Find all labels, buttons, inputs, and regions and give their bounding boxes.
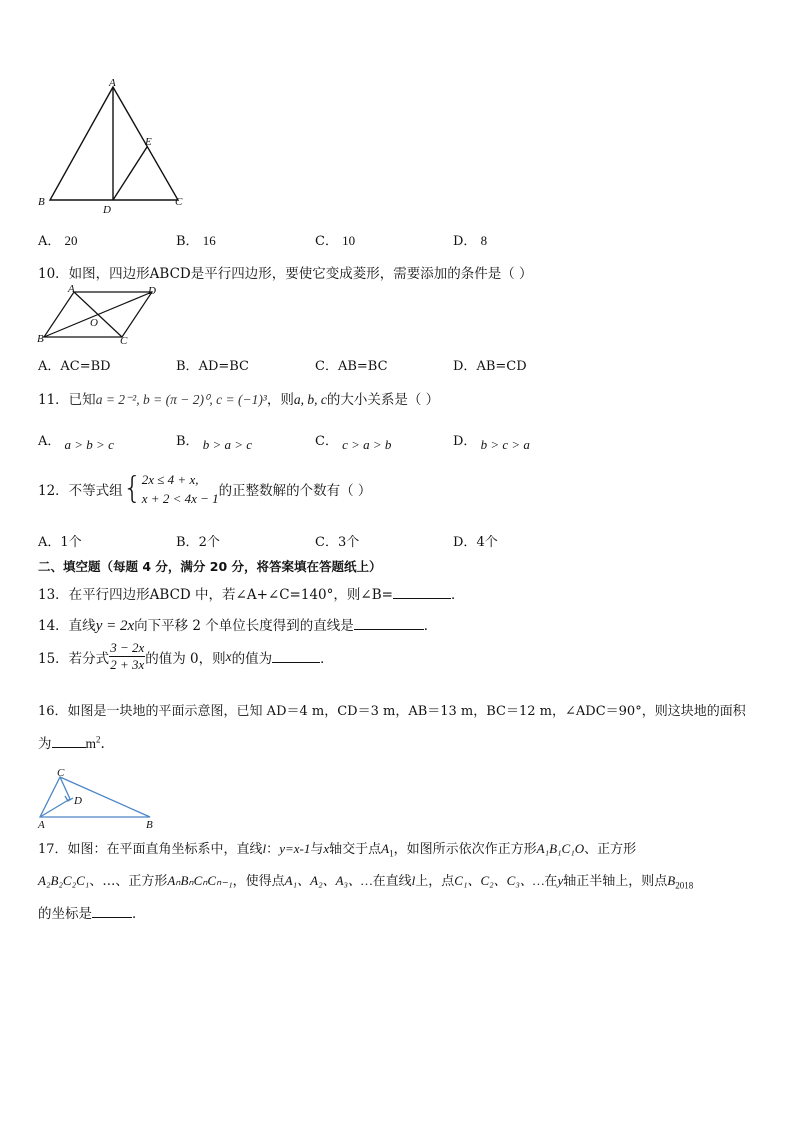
q9-option-c[interactable] [315,230,355,249]
q14-suffix: 向下平移 2 个单位长度得到的直线是 [134,618,354,634]
option-text: 2个 [198,535,220,550]
q11-option-c[interactable] [315,430,392,452]
option-letter: D． [453,535,477,550]
q11-mid: ，则 [266,392,294,408]
option-letter: A． [38,234,61,249]
option-text: AD=BC [198,359,250,374]
fraction [109,640,145,673]
option-letter: B． [176,535,199,550]
q9-option-a[interactable] [38,230,78,249]
inequality-1: 2x ≤ 4 + x, [141,472,199,487]
q10-option-c[interactable] [315,355,388,374]
option-text: 16 [202,233,216,248]
q17-text: 在 [544,874,558,889]
section-title: 二、填空题（每题 4 分，满分 20 分，将答案填在答题纸上） [38,559,382,574]
q14-expression: y = 2x [95,618,135,634]
label-a: A [68,283,75,295]
q16-unit-sup: 2 [96,734,101,745]
q17-text: 、正方形 [584,842,637,857]
answer-blank[interactable] [92,905,132,918]
label-b: B [38,196,45,208]
q17-text: ： [266,842,280,857]
option-letter: A． [38,359,61,374]
q16-prefix: 为 [38,736,52,752]
q17-square-n: AₙBₙCₙCₙ₋₁ [167,873,233,888]
q17-square-1: A₁B₁C₁O [536,841,585,856]
q17-line1 [38,838,636,859]
q16-line2 [38,732,105,752]
option-text: c > a > b [342,437,392,452]
q17-point-b: B [667,873,676,888]
q17-text: 上，点 [415,874,455,889]
q10-option-b[interactable] [176,355,249,374]
q12-suffix: 的正整数解的个数有（ ） [218,483,372,499]
q17-text: ，如图所示依次作正方形 [393,842,537,857]
label-b: B [37,333,44,345]
q11-option-a[interactable] [38,430,114,452]
q17-points-a: A₁、A₂、A₃、… [284,873,373,888]
q12-option-b[interactable] [176,531,220,550]
q14-text [38,614,437,635]
option-letter: A． [38,535,61,550]
q17-text: 、…、正方形 [89,874,168,889]
brace: { [122,471,142,506]
q17-square-2: A₂B₂C₂C₁ [38,873,90,888]
label-c: C [175,196,183,208]
option-text: AB=BC [337,359,388,374]
q11-text [38,388,439,408]
option-letter: B． [176,234,199,249]
q15-mid: 的值为 0，则 [145,650,226,667]
option-text: b > a > c [202,437,253,452]
inequality-system [142,470,219,508]
option-letter: B． [176,359,199,374]
option-text: a > b > c [64,437,114,452]
option-letter: C． [315,234,338,249]
q17-text: 与 [310,842,324,857]
q12-option-a[interactable] [38,531,82,550]
option-text: 4个 [476,535,498,550]
label-c: C [120,335,128,347]
answer-blank[interactable] [272,650,320,663]
option-letter: C． [315,434,338,449]
q12-option-d[interactable] [453,531,498,550]
option-letter: D． [453,434,477,449]
q12-option-c[interactable] [315,531,359,550]
option-text: AB=CD [476,359,527,374]
answer-blank[interactable] [393,586,451,599]
q17-y: y [557,873,564,888]
option-text: 8 [480,233,488,248]
option-letter: C． [315,535,338,550]
land-figure [30,765,165,831]
label-d: D [74,795,82,807]
q9-option-d[interactable] [453,230,487,249]
q17-text: 17．如图：在平面直角坐标系中，直线 [38,842,263,857]
option-text: 10 [342,233,356,248]
q17-points-c: C₁、C₂、C₃、… [454,873,545,888]
q17-x: x [323,841,330,856]
q17-equation: y=x-1 [279,841,311,856]
q13-body: 13．在平行四边形ABCD 中，若∠A+∠C=140°，则∠B= [38,587,393,603]
q11-expression: a = 2⁻², b = (π − 2)⁰, c = (−1)³ [95,392,267,407]
q14-prefix: 14．直线 [38,618,96,634]
q10-option-a[interactable] [38,355,111,374]
q17-text: 的坐标是 [38,906,92,922]
q11-option-d[interactable] [453,430,530,452]
q11-suffix: 的大小关系是（ ） [326,392,440,408]
label-d: D [103,204,111,215]
label-a: A [38,819,45,831]
option-text: AC=BD [60,359,111,374]
q17-text: ，使得点 [232,874,285,889]
label-e: E [145,136,152,148]
label-b: B [146,819,153,831]
label-d: D [148,285,156,297]
q17-line3 [38,902,146,922]
fraction-numerator: 3 − 2x [110,640,145,655]
q9-option-b[interactable] [176,230,216,249]
answer-blank[interactable] [52,735,86,748]
answer-blank[interactable] [354,617,424,630]
q17-text: 轴正半轴上，则点 [563,874,668,889]
inequality-2: x + 2 < 4x − 1 [141,491,219,506]
q12-text [38,470,371,508]
q17-text: 在直线 [372,874,412,889]
label-a: A [109,77,116,89]
q13-end: ． [450,587,465,603]
q15-text [38,640,334,673]
q15-suffix: 的值为 [231,650,273,667]
q15-prefix: 15．若分式 [38,650,110,667]
q12-prefix: 12．不等式组 [38,483,123,499]
option-text: 3个 [337,535,360,550]
option-text: 20 [64,233,78,248]
q14-end: ． [423,618,438,634]
parallelogram-figure [30,282,170,348]
q17-line-l: l [411,873,416,888]
q11-prefix: 11．已知 [38,392,96,408]
option-text: 1个 [60,535,82,550]
option-letter: B． [176,434,199,449]
label-c: C [57,767,65,779]
label-o: O [90,317,98,329]
triangle-figure [30,75,200,215]
q17-point-a: A [381,841,390,856]
option-letter: D． [453,359,477,374]
q16-unit: m [85,736,97,751]
q10-text: 10．如图，四边形ABCD是平行四边形，要使它变成菱形，需要添加的条件是（ ） [38,266,533,282]
option-letter: A． [38,434,61,449]
q10-option-d[interactable] [453,355,527,374]
fraction-denominator: 2 + 3x [110,657,145,672]
q15-end: ． [320,650,334,667]
option-letter: C． [315,359,338,374]
q13-text [38,583,464,603]
q17-line2 [38,870,693,891]
option-letter: D． [453,234,477,249]
option-text: b > c > a [480,437,530,452]
q11-vars: a, b, c [293,392,327,407]
q17-line-l: l [262,841,267,856]
q11-option-b[interactable] [176,430,253,452]
q16-end: . [100,736,105,752]
q15-var: x [225,648,232,664]
q16-line1: 16．如图是一块地的平面示意图，已知 AD＝4 m，CD＝3 m，AB＝13 m，BC＝12 m，∠ADC＝90°，则这块地的面积 [38,704,746,719]
q17-sub: 1 [389,848,394,859]
q17-text: 轴交于点 [329,842,382,857]
q17-end: ． [132,906,146,922]
q17-sub: 2018 [675,880,694,891]
